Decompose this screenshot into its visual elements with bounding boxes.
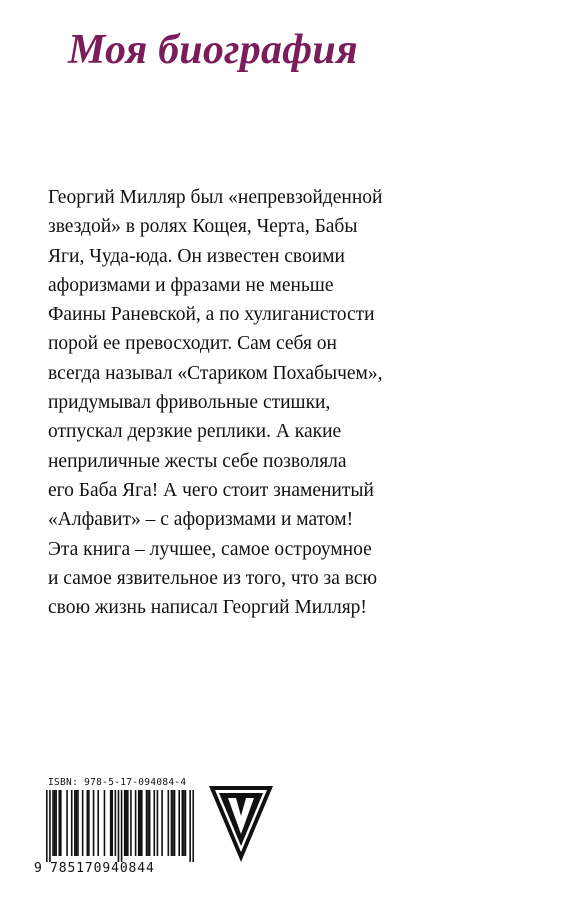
barcode-bar [97,790,99,856]
barcode-bar [139,790,141,856]
barcode-bar [149,790,151,856]
barcode-bar [55,790,57,856]
barcode-bar [141,790,143,856]
barcode-bar [74,790,76,856]
blurb-line: придумывал фривольные стишки, [48,392,331,414]
isbn-label: ISBN: 978-5-17-094084-4 [48,777,187,788]
barcode-bar [147,790,149,856]
barcode-bar [88,790,90,856]
blurb-line: звездой» в ролях Кощея, Черта, Бабы [48,216,358,238]
blurb-line: всегда называл «Стариком Похабычем», [48,362,383,384]
blurb-line: неприличные жесты себе позволяла [48,450,347,472]
series-title: Моя биография [68,27,358,73]
barcode-bar [174,790,176,856]
barcode-bar [54,790,56,856]
barcode-bar [172,790,174,856]
blurb-line: «Алфавит» – с афоризмами и матом! [48,509,354,531]
barcode-bar [71,790,73,856]
barcode-bar [168,790,170,856]
barcode-digits: 785170940844 [50,861,155,876]
barcode-bar [182,790,184,856]
barcode-bar [157,790,159,856]
blurb-line: отпускал дерзкие реплики. А какие [48,421,342,443]
isbn-barcode [34,777,204,877]
blurb-line: его Баба Яга! А чего стоит знаменитый [48,479,374,501]
barcode-bar [161,790,163,856]
blurb-line: Фаины Раневской, а по хулиганистости [48,304,375,326]
barcode-bars [46,790,194,862]
barcode-bar [66,790,68,856]
blurb-line: Эта книга – лучшее, самое остроумное [48,538,372,560]
barcode-bar [127,790,129,856]
barcode-bar [111,790,113,856]
blurb-line: свою жизнь написал Георгий Милляр! [48,597,367,619]
blurb-line: и самое язвительное из того, что за всю [48,567,378,589]
blurb-line: Георгий Милляр был «непревзойденной [48,187,383,208]
barcode-bar [135,790,137,856]
barcode-bar [146,790,148,856]
barcode-bar [125,790,127,856]
barcode-bar [52,790,54,856]
barcode-bar [138,790,140,856]
barcode-bar [82,790,84,856]
barcode-bar [130,790,132,856]
barcode-bar [104,790,106,856]
barcode-bar [58,790,60,856]
barcode-bar [77,790,79,856]
barcode-bar [171,790,173,856]
barcode-bar [87,790,89,856]
publisher-v-logo-icon [206,782,276,866]
blurb-line: порой ее превосходит. Сам себя он [48,333,337,355]
barcode-bar [110,790,112,856]
blurb-text [48,183,518,622]
barcode-bar [178,790,180,856]
barcode-bar [124,790,126,856]
barcode-guard-bar [121,790,123,862]
barcode-guard-bar [189,790,191,862]
barcode-bar [153,790,155,856]
barcode-bar [183,790,185,856]
barcode-bar [115,790,117,856]
barcode-guard-bar [49,790,51,862]
barcode-guard-bar [46,790,48,862]
barcode-guard-bar [192,790,194,862]
blurb-line: афоризмами и фразами не меньше [48,274,334,296]
barcode-bar [60,790,62,856]
barcode-bar [93,790,95,856]
barcode-first-digit: 9 [34,861,42,876]
blurb-line: Яги, Чуда-юда. Он известен своими [48,245,345,267]
barcode-bar [185,790,187,856]
barcode-bar [76,790,78,856]
barcode-guard-bar [118,790,120,862]
